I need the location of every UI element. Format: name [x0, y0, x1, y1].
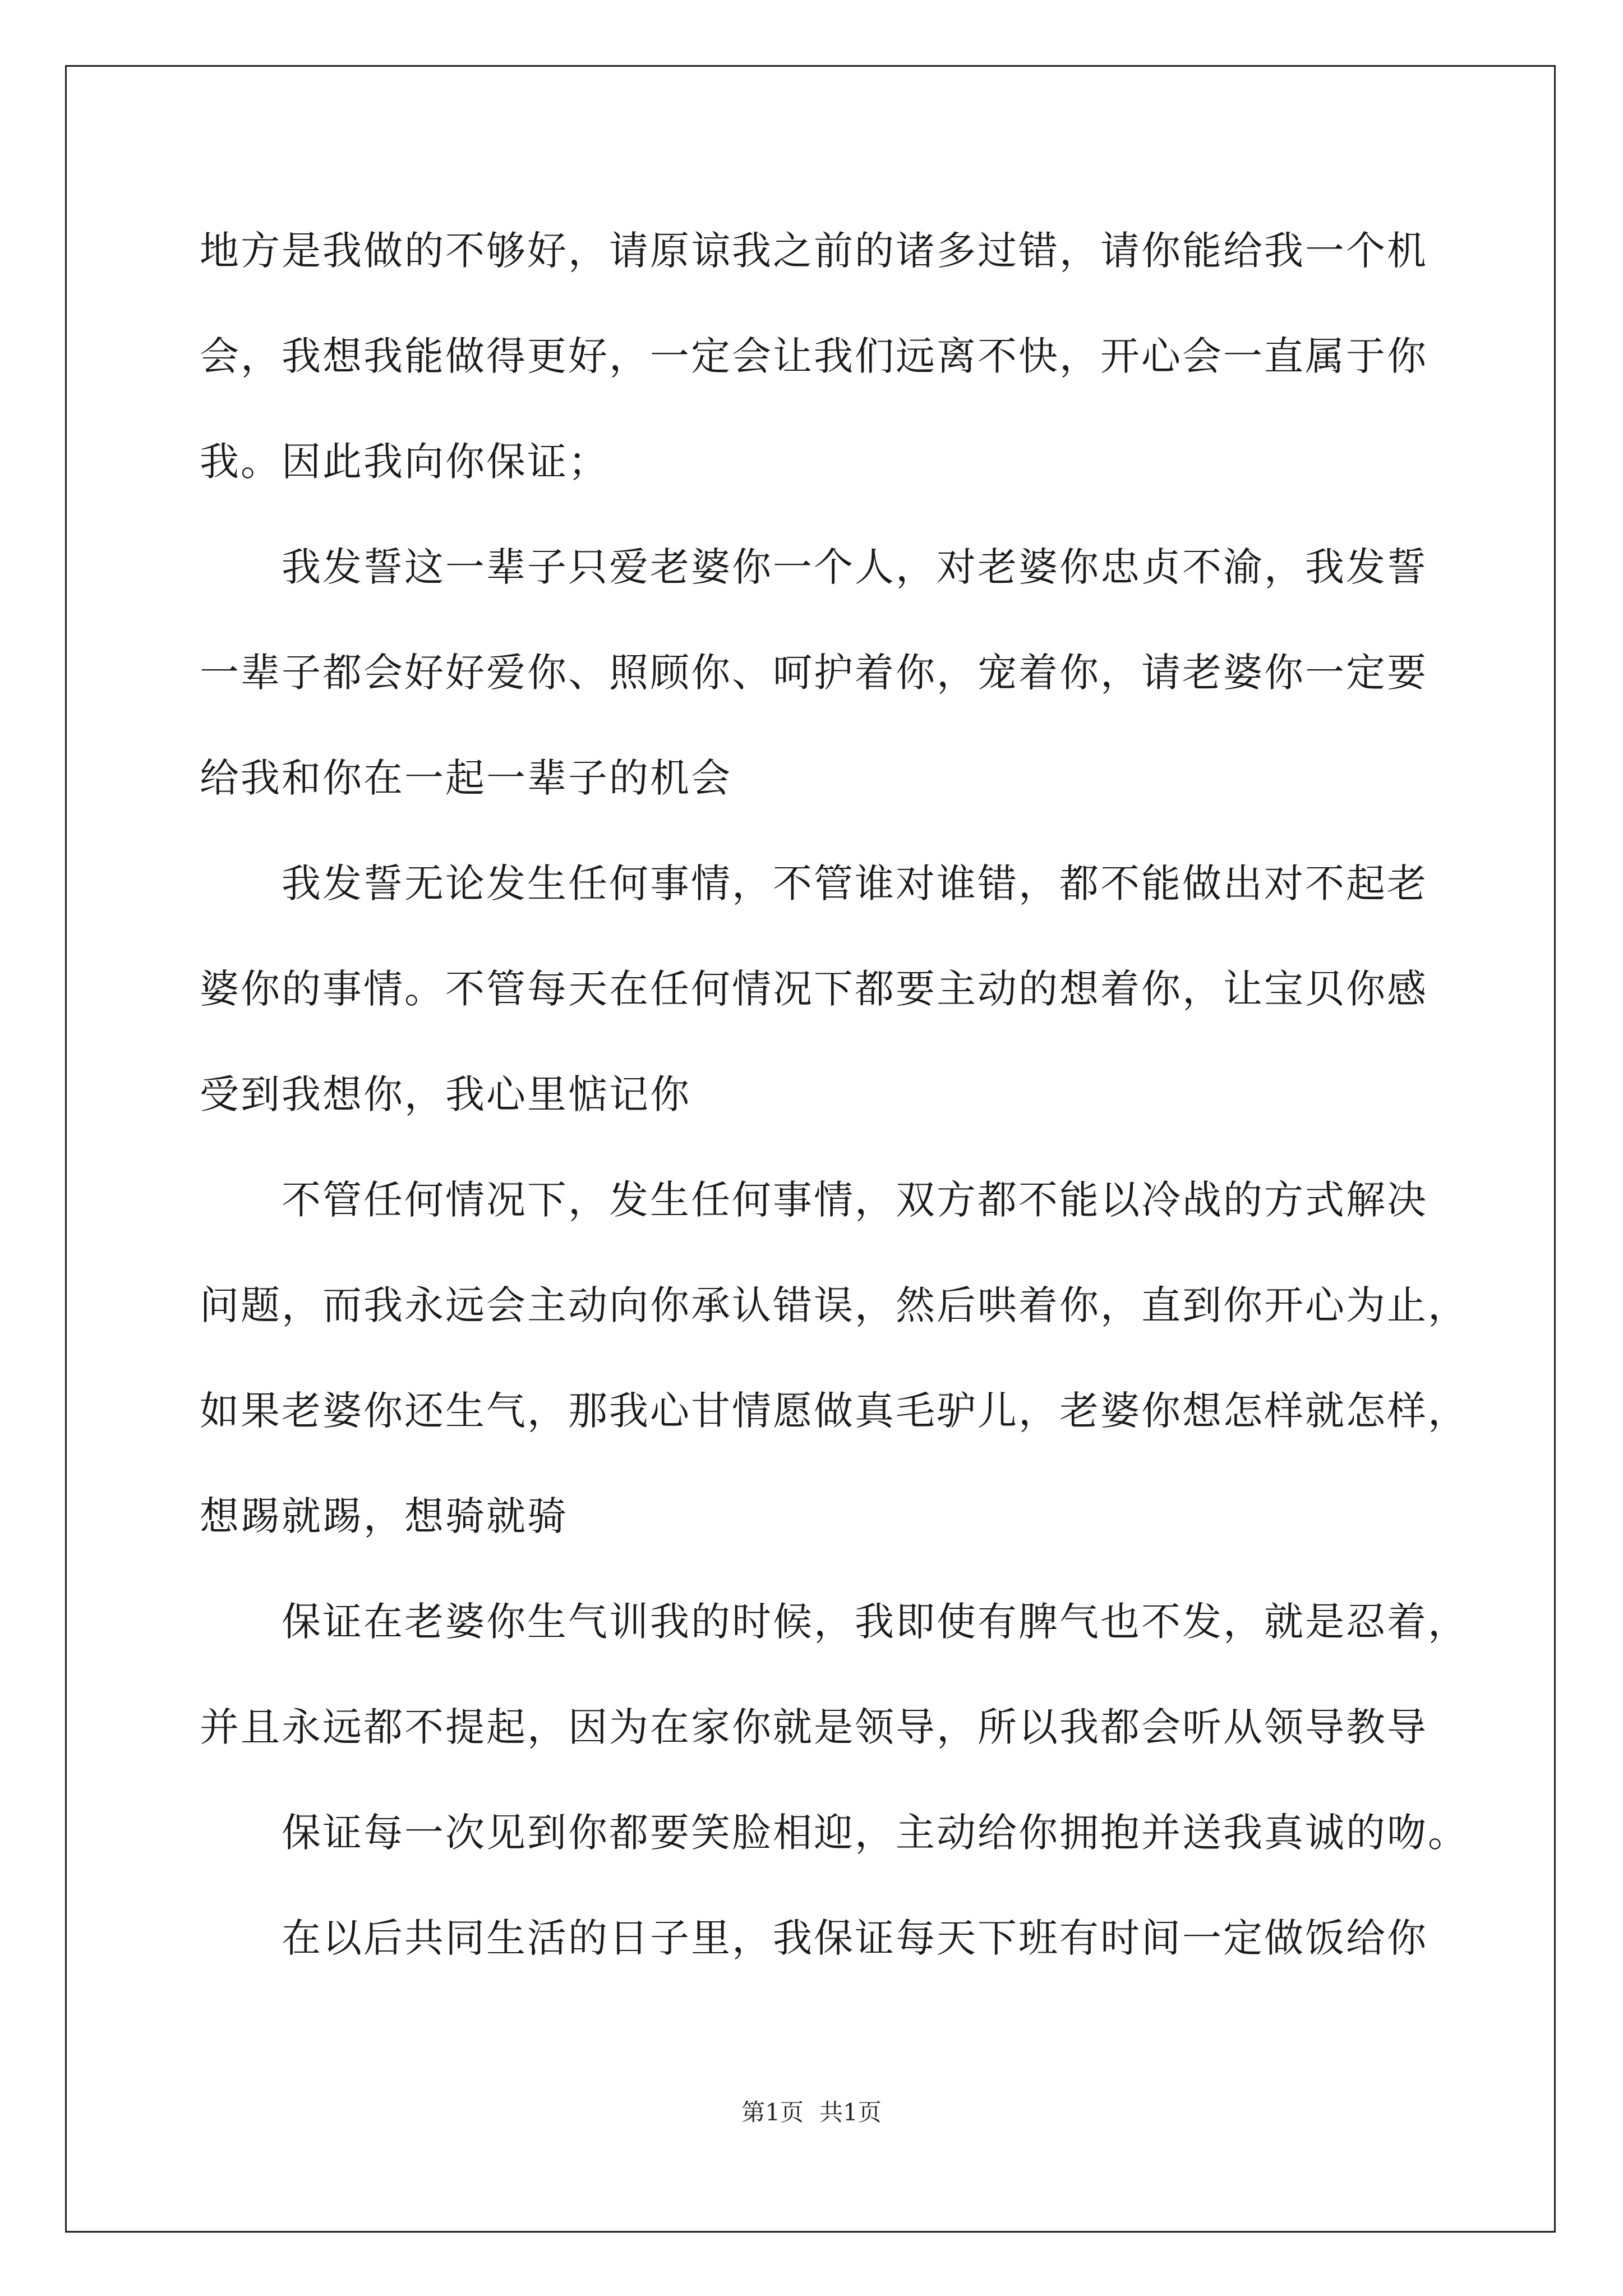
text-line: 不管任何情况下，发生任何事情，双方都不能以冷战的方式解决: [282, 1177, 1428, 1223]
text-line: 会，我想我能做得更好，一定会让我们远离不快，开心会一直属于你: [200, 333, 1428, 379]
text-line: 想踢就踢，想骑就骑: [200, 1493, 568, 1539]
text-line: 婆你的事情。不管每天在任何情况下都要主动的想着你，让宝贝你感: [200, 966, 1428, 1012]
page-frame: [65, 65, 1556, 2233]
text-line: 我。因此我向你保证；: [200, 439, 609, 485]
text-line: 保证每一次见到你都要笑脸相迎，主动给你拥抱并送我真诚的吻。: [282, 1810, 1469, 1856]
text-line: 我发誓这一辈子只爱老婆你一个人，对老婆你忠贞不渝，我发誓: [282, 544, 1428, 590]
text-line: 地方是我做的不够好，请原谅我之前的诸多过错，请你能给我一个机: [200, 228, 1428, 274]
text-line: 受到我想你，我心里惦记你: [200, 1071, 691, 1117]
text-line: 我发誓无论发生任何事情，不管谁对谁错，都不能做出对不起老: [282, 861, 1428, 907]
page-number-current: 第1页: [741, 2099, 804, 2126]
text-line: 给我和你在一起一辈子的机会: [200, 755, 732, 801]
text-line: 在以后共同生活的日子里，我保证每天下班有时间一定做饭给你: [282, 1915, 1428, 1961]
page-number-total: 共1页: [819, 2099, 882, 2126]
text-line: 一辈子都会好好爱你、照顾你、呵护着你，宠着你，请老婆你一定要: [200, 650, 1428, 696]
text-line: 并且永远都不提起，因为在家你就是领导，所以我都会听从领导教导: [200, 1704, 1428, 1750]
text-line: 问题，而我永远会主动向你承认错误，然后哄着你，直到你开心为止，: [200, 1282, 1469, 1328]
text-line: 如果老婆你还生气，那我心甘情愿做真毛驴儿，老婆你想怎样就怎样，: [200, 1388, 1469, 1434]
page-footer: [0, 2097, 1623, 2128]
text-line: 保证在老婆你生气训我的时候，我即使有脾气也不发，就是忍着，: [282, 1599, 1469, 1645]
